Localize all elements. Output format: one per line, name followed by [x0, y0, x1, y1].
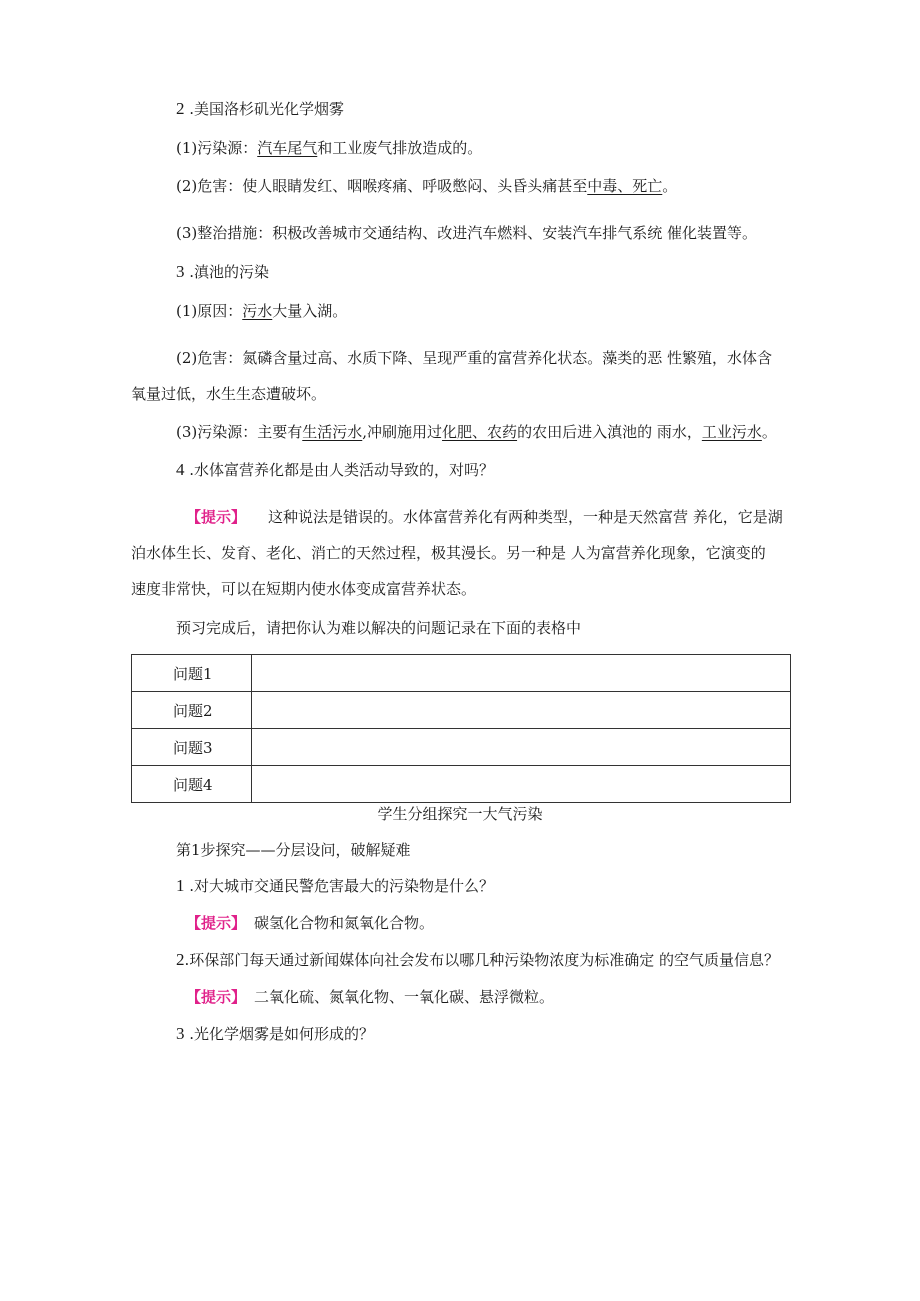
question-number: 1 [176, 876, 185, 895]
table-row [132, 655, 791, 692]
underlined-answer: 汽车尾气 [257, 139, 318, 157]
question-number: 3 [176, 1024, 185, 1043]
question-2 [176, 950, 779, 970]
text-segment: (3)污染源：主要有 [176, 423, 303, 441]
paragraph-measures [176, 223, 757, 243]
table-row [132, 692, 791, 729]
hint-label: 【提示】 [186, 988, 247, 1006]
text-segment: (2)危害：使人眼睛发红、咽喉疼痛、呼吸憋闷、头昏头痛甚至 [176, 177, 588, 195]
paragraph-harm [176, 176, 677, 196]
hint-text: 泊水体生长、发育、老化、消亡的天然过程，极其漫长。另一种是 人为富营养化现象，它演变的 [131, 544, 766, 562]
paragraph-sources [176, 422, 777, 442]
exploration-heading [0, 804, 920, 824]
section-2-heading [176, 99, 344, 119]
hint-text: 碳氢化合物和氮氧化合物。 [254, 914, 435, 932]
section-number: 4 [176, 460, 185, 479]
underlined-answer: 化肥、农药 [442, 423, 518, 441]
text-segment: 预习完成后，请把你认为难以解决的问题记录在下面的表格中 [176, 619, 582, 637]
section-title: .滇池的污染 [189, 263, 270, 281]
question-text: .对大城市交通民警危害最大的污染物是什么？ [189, 877, 495, 895]
hint-label: 【提示】 [186, 914, 247, 932]
text-segment: (3)整治措施：积极改善城市交通结构、改进汽车燃料、安装汽车排气系统 催化装置等。 [176, 224, 758, 242]
text-segment: 。 [761, 423, 777, 441]
hint-text: 二氧化硫、氮氧化物、一氧化碳、悬浮微粒。 [254, 988, 555, 1006]
question-answer-cell[interactable] [252, 692, 791, 729]
underlined-answer: 生活污水 [302, 423, 363, 441]
text-segment: (1)原因： [176, 302, 243, 320]
text-segment: ,冲刷施用过 [362, 423, 443, 441]
question-text: .光化学烟雾是如何形成的？ [189, 1025, 375, 1043]
question-table [131, 654, 791, 803]
question-label: 问题4 [132, 766, 252, 803]
question-3 [176, 1024, 374, 1044]
step-heading [176, 840, 411, 860]
text-segment: (2)危害：氮磷含量过高、水质下降、呈现严重的富营养化状态。藻类的恶 性繁殖，水体含 [176, 349, 773, 367]
hint-line-1 [186, 507, 783, 527]
table-row [132, 766, 791, 803]
question-text: .环保部门每天通过新闻媒体向社会发布以哪几种污染物浓度为标准确定 的空气质量信息？ [184, 951, 780, 969]
hint-label: 【提示】 [186, 508, 247, 526]
question-answer-cell[interactable] [252, 729, 791, 766]
question-label: 问题2 [132, 692, 252, 729]
underlined-answer: 中毒、死亡 [587, 177, 663, 195]
question-1 [176, 876, 494, 896]
section-4-heading [176, 460, 494, 480]
hint-text: 速度非常快，可以在短期内使水体变成富营养状态。 [131, 580, 477, 598]
section-number: 3 [176, 262, 185, 281]
text-segment: 第1步探究——分层设问，破解疑难 [176, 841, 411, 859]
question-answer-cell[interactable] [252, 766, 791, 803]
paragraph-harm-line-1 [176, 348, 772, 368]
question-number: 2 [176, 950, 185, 969]
paragraph-cause [176, 301, 347, 321]
question-label: 问题3 [132, 729, 252, 766]
question-2-hint [186, 987, 554, 1007]
preview-instruction [176, 618, 581, 638]
section-title: .美国洛杉矶光化学烟雾 [189, 100, 345, 118]
text-segment: 的农田后进入滇池的 雨水， [517, 423, 702, 441]
hint-line-2 [131, 543, 766, 563]
hint-text: 这种说法是错误的。水体富营养化有两种类型，一种是天然富营 养化，它是湖 [268, 508, 783, 526]
question-label: 问题1 [132, 655, 252, 692]
section-title: .水体富营养化都是由人类活动导致的，对吗？ [189, 461, 495, 479]
section-number: 2 [176, 99, 185, 118]
question-answer-cell[interactable] [252, 655, 791, 692]
text-segment: 。 [662, 177, 678, 195]
question-1-hint [186, 913, 434, 933]
text-segment: 大量入湖。 [272, 302, 348, 320]
hint-line-3 [131, 579, 476, 599]
paragraph-harm-line-2 [131, 384, 326, 404]
paragraph-pollution-source [176, 138, 482, 158]
section-3-heading [176, 262, 269, 282]
underlined-answer: 工业污水 [701, 423, 762, 441]
table-row [132, 729, 791, 766]
text-segment: 学生分组探究一大气污染 [377, 805, 543, 823]
underlined-answer: 污水 [242, 302, 273, 320]
text-segment: 氧量过低，水生生态遭破坏。 [131, 385, 327, 403]
text-segment: 和工业废气排放造成的。 [317, 139, 483, 157]
text-segment: (1)污染源： [176, 139, 258, 157]
